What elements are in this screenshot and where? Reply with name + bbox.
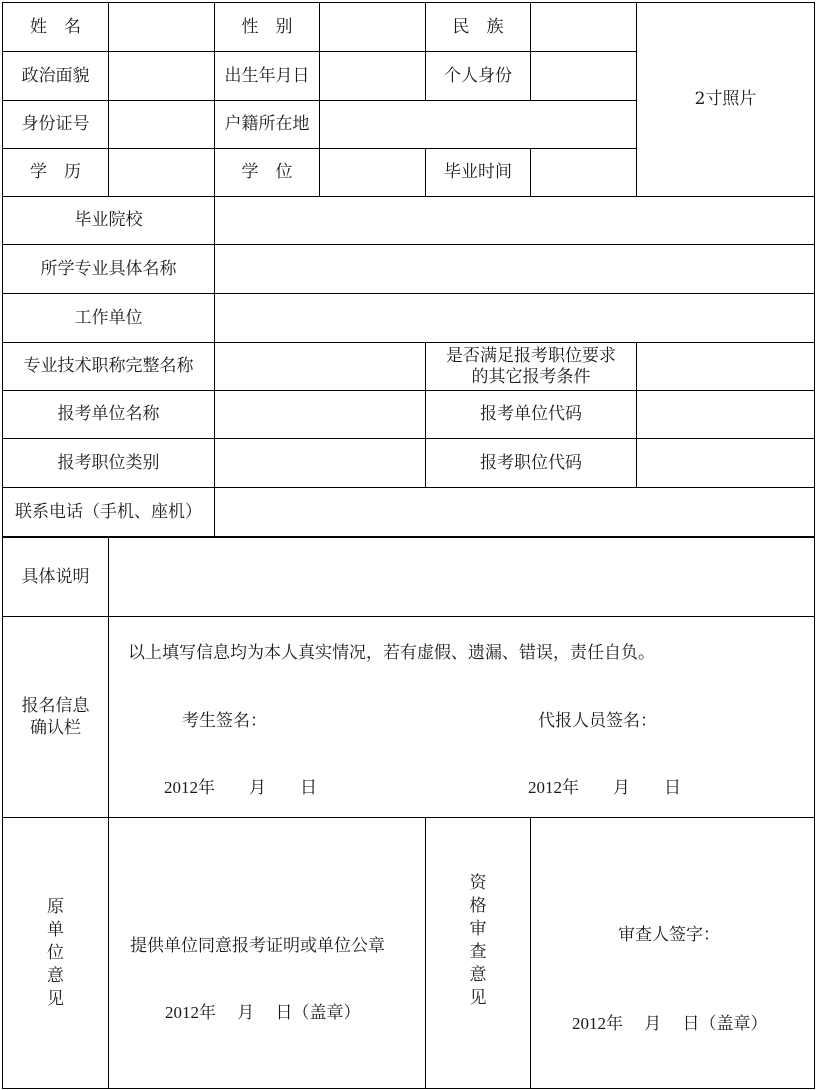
household-label: 户籍所在地 — [214, 100, 320, 149]
identity-label: 个人身份 — [425, 51, 531, 101]
ethnicity-label: 民 族 — [425, 2, 531, 52]
school-field[interactable] — [214, 196, 815, 245]
original-unit-char: 原 — [47, 896, 64, 917]
original-unit-char: 位 — [47, 942, 64, 963]
remarks-field[interactable] — [108, 536, 815, 617]
original-unit-char: 单 — [47, 919, 64, 940]
apply-unit-code-label: 报考单位代码 — [425, 390, 637, 439]
education-field[interactable] — [108, 148, 215, 197]
candidate-date[interactable]: 2012年 月 日 — [164, 778, 317, 797]
photo-area[interactable] — [636, 2, 815, 197]
school-label: 毕业院校 — [2, 196, 215, 245]
original-unit-label-chars — [47, 896, 64, 1011]
title-label: 专业技术职称完整名称 — [2, 342, 215, 391]
name-label: 姓 名 — [2, 2, 109, 52]
household-field[interactable] — [319, 100, 637, 149]
original-unit-char: 见 — [47, 988, 64, 1009]
employer-label: 工作单位 — [2, 293, 215, 343]
identity-field[interactable] — [530, 51, 637, 101]
birth-label: 出生年月日 — [214, 51, 320, 101]
confirm-label-line1: 报名信息 — [21, 696, 90, 716]
original-unit-text: 提供单位同意报考证明或单位公章 — [130, 936, 385, 956]
review-char: 查 — [469, 942, 487, 962]
education-label: 学 历 — [2, 148, 109, 197]
major-field[interactable] — [214, 244, 815, 294]
position-code-label: 报考职位代码 — [425, 438, 637, 488]
major-label: 所学专业具体名称 — [2, 244, 215, 294]
gender-field[interactable] — [319, 2, 426, 52]
confirm-label — [2, 616, 109, 818]
apply-unit-code-field[interactable] — [636, 390, 815, 439]
apply-unit-field[interactable] — [214, 390, 426, 439]
phone-field[interactable] — [214, 487, 815, 537]
position-type-field[interactable] — [214, 438, 426, 488]
original-unit-label — [2, 817, 109, 1089]
confirm-label-line2: 确认栏 — [30, 718, 81, 738]
review-char: 资 — [469, 873, 487, 893]
remarks-label: 具体说明 — [2, 536, 109, 617]
original-unit-date[interactable]: 2012年 月 日（盖章） — [165, 1003, 361, 1022]
conditions-label — [425, 342, 637, 391]
position-type-label: 报考职位类别 — [2, 438, 215, 488]
title-field[interactable] — [214, 342, 426, 391]
review-label — [425, 817, 531, 1089]
review-area[interactable] — [530, 817, 815, 1089]
conditions-label-line2: 的其它报考条件 — [471, 366, 591, 387]
review-date[interactable]: 2012年 月 日（盖章） — [572, 1014, 768, 1033]
ethnicity-field[interactable] — [530, 2, 637, 52]
gender-label: 性 别 — [214, 2, 320, 52]
review-char: 格 — [469, 896, 487, 916]
review-char: 意 — [469, 965, 487, 985]
candidate-sign-label[interactable]: 考生签名： — [182, 711, 267, 731]
position-code-field[interactable] — [636, 438, 815, 488]
political-label: 政治面貌 — [2, 51, 109, 101]
proxy-sign-label[interactable]: 代报人员签名： — [538, 711, 657, 731]
phone-label: 联系电话（手机、座机） — [2, 487, 215, 537]
conditions-field[interactable] — [636, 342, 815, 391]
reviewer-sign-label[interactable]: 审查人签字： — [618, 925, 720, 945]
id-number-label: 身份证号 — [2, 100, 109, 149]
photo-label: 2寸照片 — [694, 89, 757, 109]
grad-time-label: 毕业时间 — [425, 148, 531, 197]
conditions-label-line1: 是否满足报考职位要求 — [446, 345, 616, 366]
review-label-chars — [470, 872, 487, 1010]
birth-field[interactable] — [319, 51, 426, 101]
review-char: 见 — [469, 988, 487, 1008]
confirm-statement: 以上填写信息均为本人真实情况，若有虚假、遗漏、错误，责任自负。 — [128, 643, 655, 663]
political-field[interactable] — [108, 51, 215, 101]
degree-field[interactable] — [319, 148, 426, 197]
proxy-date[interactable]: 2012年 月 日 — [528, 778, 681, 797]
employer-field[interactable] — [214, 293, 815, 343]
apply-unit-label: 报考单位名称 — [2, 390, 215, 439]
name-field[interactable] — [108, 2, 215, 52]
review-char: 审 — [469, 919, 487, 939]
original-unit-char: 意 — [47, 965, 64, 986]
grad-time-field[interactable] — [530, 148, 637, 197]
degree-label: 学 位 — [214, 148, 320, 197]
id-number-field[interactable] — [108, 100, 215, 149]
